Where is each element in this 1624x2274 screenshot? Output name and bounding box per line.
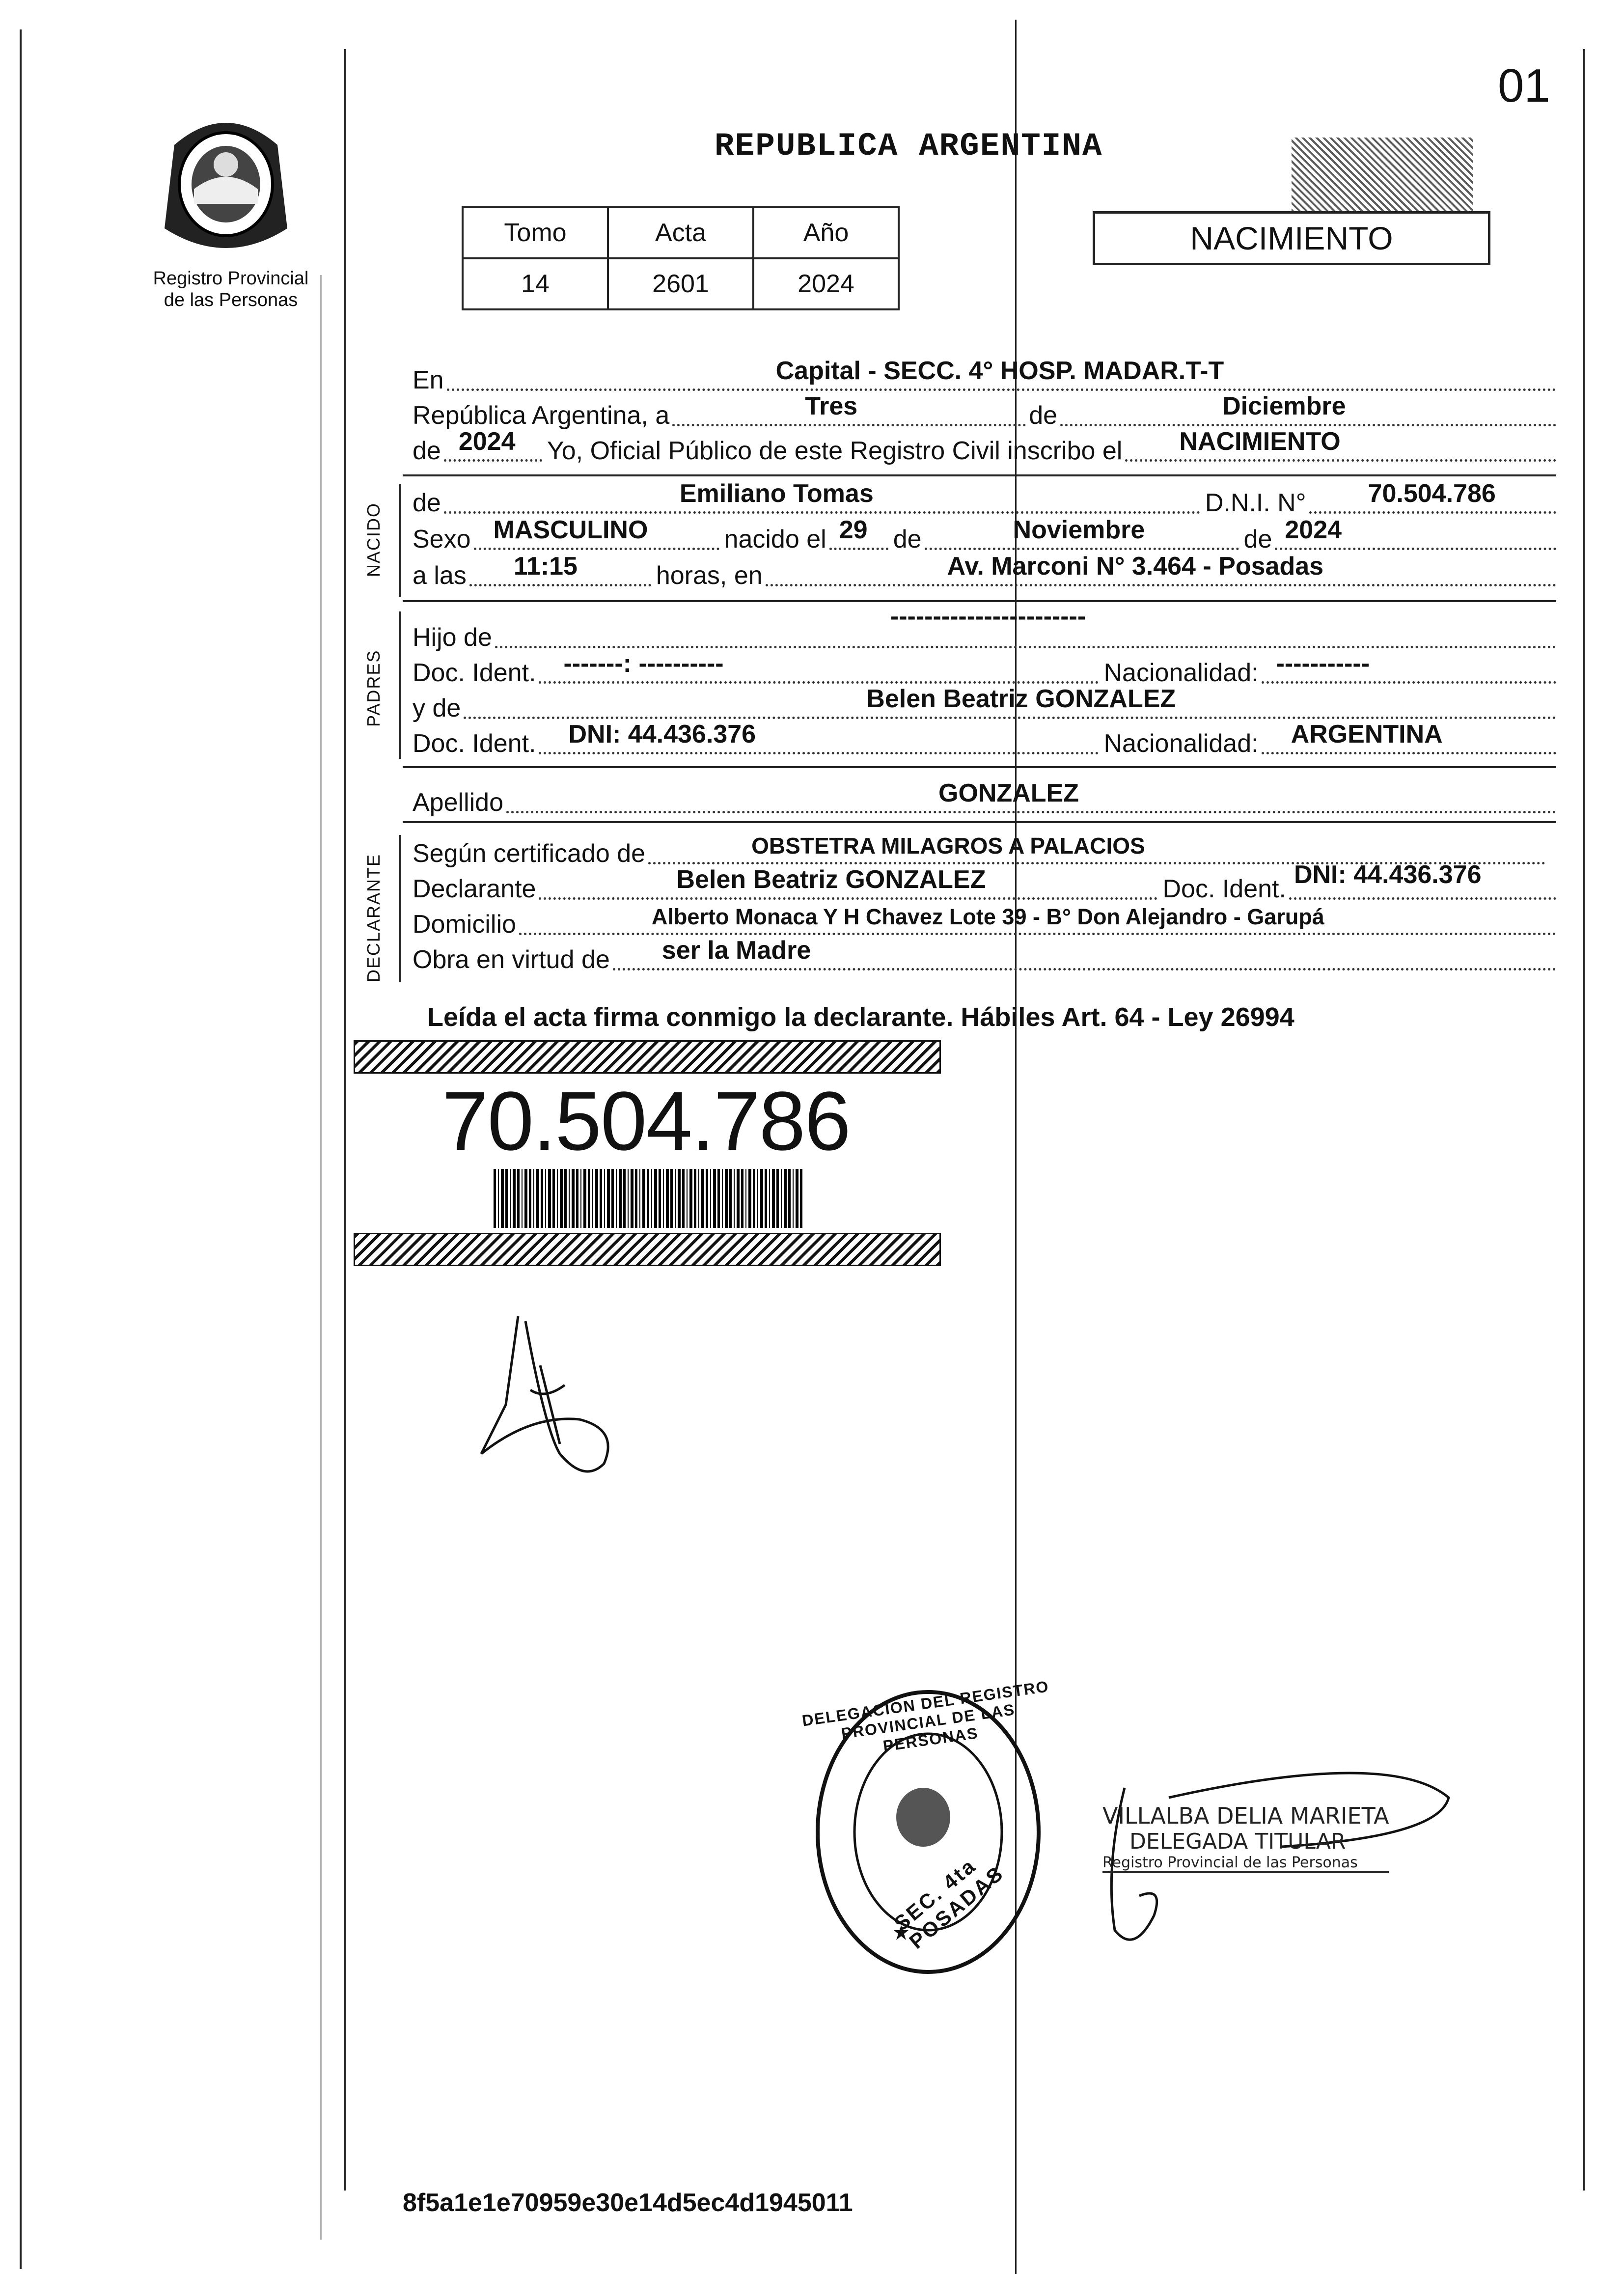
registry-name-line1: Registro Provincial (153, 268, 309, 289)
nac2-dots (1262, 720, 1556, 754)
doc2-value: DNI: 44.436.376 (568, 720, 756, 749)
nacido-de-label: de (413, 489, 441, 517)
doc2-row (413, 720, 1556, 758)
obra-value: ser la Madre (661, 936, 811, 965)
registry-name (133, 268, 329, 311)
decl-doc-dots (1289, 860, 1556, 900)
stamp-line3: Registro Provincial de las Personas (1102, 1854, 1389, 1873)
nac2-label: Nacionalidad: (1103, 729, 1259, 758)
right-margin-line (1583, 49, 1585, 2191)
nacido-el-label: nacido el (724, 525, 826, 554)
hora-row (413, 552, 1556, 590)
apellido-label: Apellido (413, 788, 504, 817)
nacido-de-label2: de (893, 525, 922, 554)
yde-dots (464, 685, 1556, 719)
apellido-dots (506, 779, 1556, 813)
decl-doc-label: Doc. Ident. (1162, 875, 1286, 903)
decl-value: Belen Beatriz GONZALEZ (676, 865, 986, 894)
seal-outer-text: DELEGACION DEL REGISTRO PROVINCIAL DE LAS PERSONAS (800, 1677, 1050, 1755)
nacido-name-row (413, 479, 1556, 518)
security-pattern-icon (1292, 138, 1473, 211)
security-band-top (354, 1040, 941, 1074)
birth-year-value: 2024 (1285, 516, 1342, 544)
oficial-row (413, 427, 1556, 466)
sexo-label: Sexo (413, 525, 471, 554)
republica-row (413, 392, 1556, 430)
dni-dots (1309, 479, 1556, 514)
de2-label: de (413, 437, 441, 465)
yde-value: Belen Beatriz GONZALEZ (866, 685, 1176, 713)
year-dots (444, 427, 542, 462)
sexo-dots (474, 516, 719, 550)
padres-section-label: PADRES (363, 649, 384, 727)
en-dots (447, 357, 1556, 391)
doc1-dots (539, 649, 1099, 684)
id-number-large: 70.504.786 (442, 1075, 850, 1168)
time-dots (469, 552, 651, 586)
hijo-dots (495, 602, 1556, 648)
nac1-dots (1262, 649, 1556, 684)
left-margin-line (344, 49, 346, 2191)
nac1-value: ----------- (1276, 649, 1370, 678)
de-label: de (1029, 401, 1058, 430)
official-seal (800, 1677, 1050, 1979)
record-header-acta: Acta (608, 207, 753, 258)
nac2-value: ARGENTINA (1291, 720, 1443, 749)
decl-label: Declarante (413, 875, 536, 903)
birth-month-value: Noviembre (1013, 516, 1145, 544)
decl-doc-value: DNI: 44.436.376 (1294, 860, 1482, 889)
dom-label: Domicilio (413, 910, 516, 939)
doc-type-box: NACIMIENTO (1093, 211, 1490, 265)
en-label: En (413, 366, 444, 394)
apellido-row (413, 779, 1556, 817)
cert-value: OBSTETRA MILAGROS A PALACIOS (751, 833, 1145, 859)
obra-dots (613, 936, 1556, 971)
apellido-top-rule (403, 766, 1556, 768)
oficial-text: Yo, Oficial Público de este Registro Civil inscribo el (547, 437, 1123, 465)
sexo-row (413, 516, 1556, 554)
registry-name-line2: de las Personas (164, 290, 298, 310)
punch-line (320, 275, 322, 2240)
sexo-value: MASCULINO (493, 516, 648, 544)
left-page-edge-line (20, 29, 22, 2269)
stamp-line1: VILLALBA DELIA MARIETA (1102, 1803, 1389, 1829)
record-table (462, 206, 900, 310)
month-dots (1060, 392, 1556, 426)
horas-label: horas, en (656, 561, 763, 590)
yde-label: y de (413, 694, 461, 722)
birth-month-dots (925, 516, 1239, 550)
declarant-signature-icon (471, 1306, 619, 1493)
doc2-label: Doc. Ident. (413, 729, 536, 758)
doc1-label: Doc. Ident. (413, 659, 536, 687)
padres-side-bar (399, 611, 401, 759)
birth-year-dots (1275, 516, 1556, 550)
dom-value: Alberto Monaca Y H Chavez Lote 39 - B° Don Alejandro - Garupá (651, 904, 1324, 929)
hijo-value: ----------------------- (890, 602, 1086, 631)
place-value: Av. Marconi N° 3.464 - Posadas (947, 552, 1324, 581)
birth-day-dots (829, 516, 888, 550)
declarante-section-label: DECLARANTE (363, 853, 384, 982)
doc1-value: -------: ---------- (563, 649, 724, 678)
year-value: 2024 (458, 427, 516, 456)
cert-label: Según certificado de (413, 839, 646, 868)
decl-dots (539, 865, 1157, 900)
stamp-line2: DELEGADA TITULAR (1129, 1829, 1346, 1854)
doc1-row (413, 649, 1556, 688)
record-header-ano: Año (753, 207, 899, 258)
hash-code: 8f5a1e1e70959e30e14d5ec4d1945011 (403, 2189, 853, 2217)
record-header-tomo: Tomo (463, 207, 608, 258)
name-dots (444, 479, 1200, 514)
dni-label: D.N.I. N° (1205, 489, 1306, 517)
country-title: REPUBLICA ARGENTINA (715, 128, 1103, 165)
nacido-de-label3: de (1243, 525, 1272, 554)
record-value-tomo: 14 (463, 258, 608, 309)
hijo-label: Hijo de (413, 623, 492, 652)
inscribo-dots (1125, 427, 1556, 462)
declarante-top-rule (403, 821, 1556, 823)
month-value: Diciembre (1222, 392, 1346, 420)
record-value-acta: 2601 (608, 258, 753, 309)
nacido-name-value: Emiliano Tomas (679, 479, 874, 508)
barcode-icon (494, 1169, 803, 1228)
time-value: 11:15 (513, 552, 578, 581)
obra-label: Obra en virtud de (413, 945, 610, 974)
apellido-value: GONZALEZ (938, 779, 1079, 807)
hijo-row (413, 602, 1556, 652)
official-stamp (1102, 1803, 1389, 1873)
declarante-side-bar (399, 835, 401, 982)
birth-day-value: 29 (839, 516, 868, 544)
alas-label: a las (413, 561, 467, 590)
obra-row (413, 936, 1556, 974)
seal-inner-text: SEC. 4ta POSADAS (889, 1853, 1009, 1953)
republica-label: República Argentina, a (413, 401, 670, 430)
nacido-section-label: NACIDO (363, 502, 384, 577)
day-dots (672, 392, 1026, 426)
record-value-ano: 2024 (753, 258, 899, 309)
security-band-bottom (354, 1233, 941, 1266)
doc2-dots (539, 720, 1099, 754)
day-value: Tres (805, 392, 858, 420)
place-dots (766, 552, 1556, 586)
declarante-row (413, 860, 1556, 904)
yde-row (413, 685, 1556, 723)
domicilio-row (413, 904, 1556, 939)
nac1-label: Nacionalidad: (1103, 659, 1259, 687)
nacido-top-rule (403, 474, 1556, 476)
en-value: Capital - SECC. 4° HOSP. MADAR.T-T (775, 357, 1224, 385)
nacido-side-bar (399, 484, 401, 597)
closing-text: Leída el acta firma conmigo la declarante. Hábiles Art. 64 - Ley 26994 (427, 1002, 1294, 1032)
inscribo-value: NACIMIENTO (1179, 427, 1341, 456)
en-row (413, 357, 1556, 395)
page-number: 01 (1498, 59, 1550, 112)
province-emblem-icon (155, 106, 297, 263)
nacido-dni-value: 70.504.786 (1368, 479, 1496, 508)
dom-dots (519, 904, 1556, 935)
